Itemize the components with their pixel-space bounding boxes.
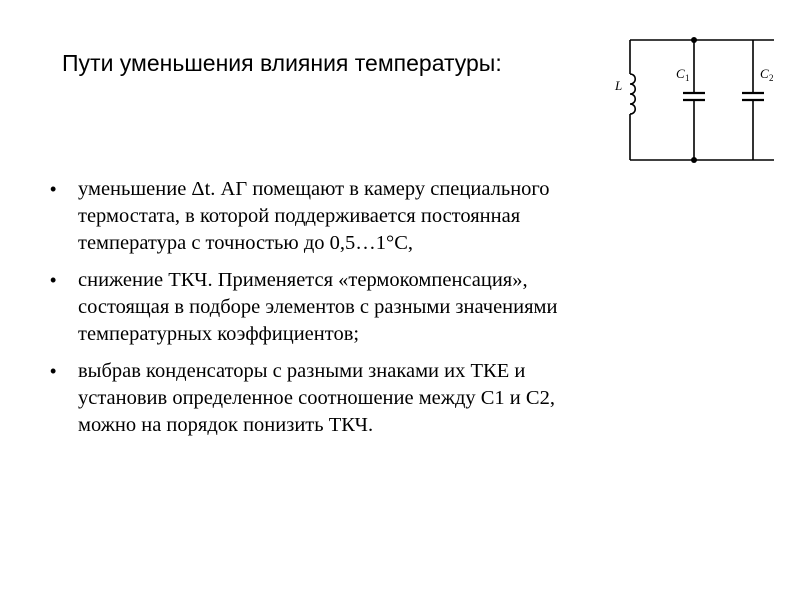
bullet-line: выбрав конденсаторы с разными знаками их ТКЕ и: [78, 360, 526, 382]
label-c2: C: [760, 66, 769, 81]
label-inductor: L: [615, 78, 623, 93]
label-c1: C: [676, 66, 685, 81]
slide-title: Пути уменьшения влияния температуры:: [62, 50, 502, 76]
label-c2-subscript: 2: [769, 73, 774, 83]
bullet-marker: •: [50, 179, 57, 199]
bullet-list: [48, 176, 728, 449]
junction-top: [691, 37, 697, 43]
bullet-line: снижение ТКЧ. Применяется «термокомпенсация»,: [78, 269, 528, 291]
bullet-line: температура с точностью до 0,5…1°С,: [78, 232, 414, 254]
bullet-line: состоящая в подборе элементов с разными значениями: [78, 296, 558, 318]
bullet-line: температурных коэффициентов;: [78, 323, 360, 345]
bullet-marker: •: [50, 361, 57, 381]
inductor-coil: [630, 74, 635, 114]
bullet-line: установив определенное соотношение между С1 и С2,: [78, 387, 555, 409]
bullet-line: уменьшение Δt. АГ помещают в камеру специального: [78, 178, 550, 200]
lc-circuit-diagram: [608, 18, 788, 170]
bullet-item: [48, 267, 728, 348]
junction-bottom: [691, 157, 697, 163]
bullet-item: [48, 176, 728, 257]
bullet-line: можно на порядок понизить ТКЧ.: [78, 414, 374, 436]
bullet-item: [48, 358, 728, 439]
bullet-marker: •: [50, 270, 57, 290]
bullet-line: термостата, в которой поддерживается постоянная: [78, 205, 521, 227]
label-c1-subscript: 1: [685, 73, 690, 83]
